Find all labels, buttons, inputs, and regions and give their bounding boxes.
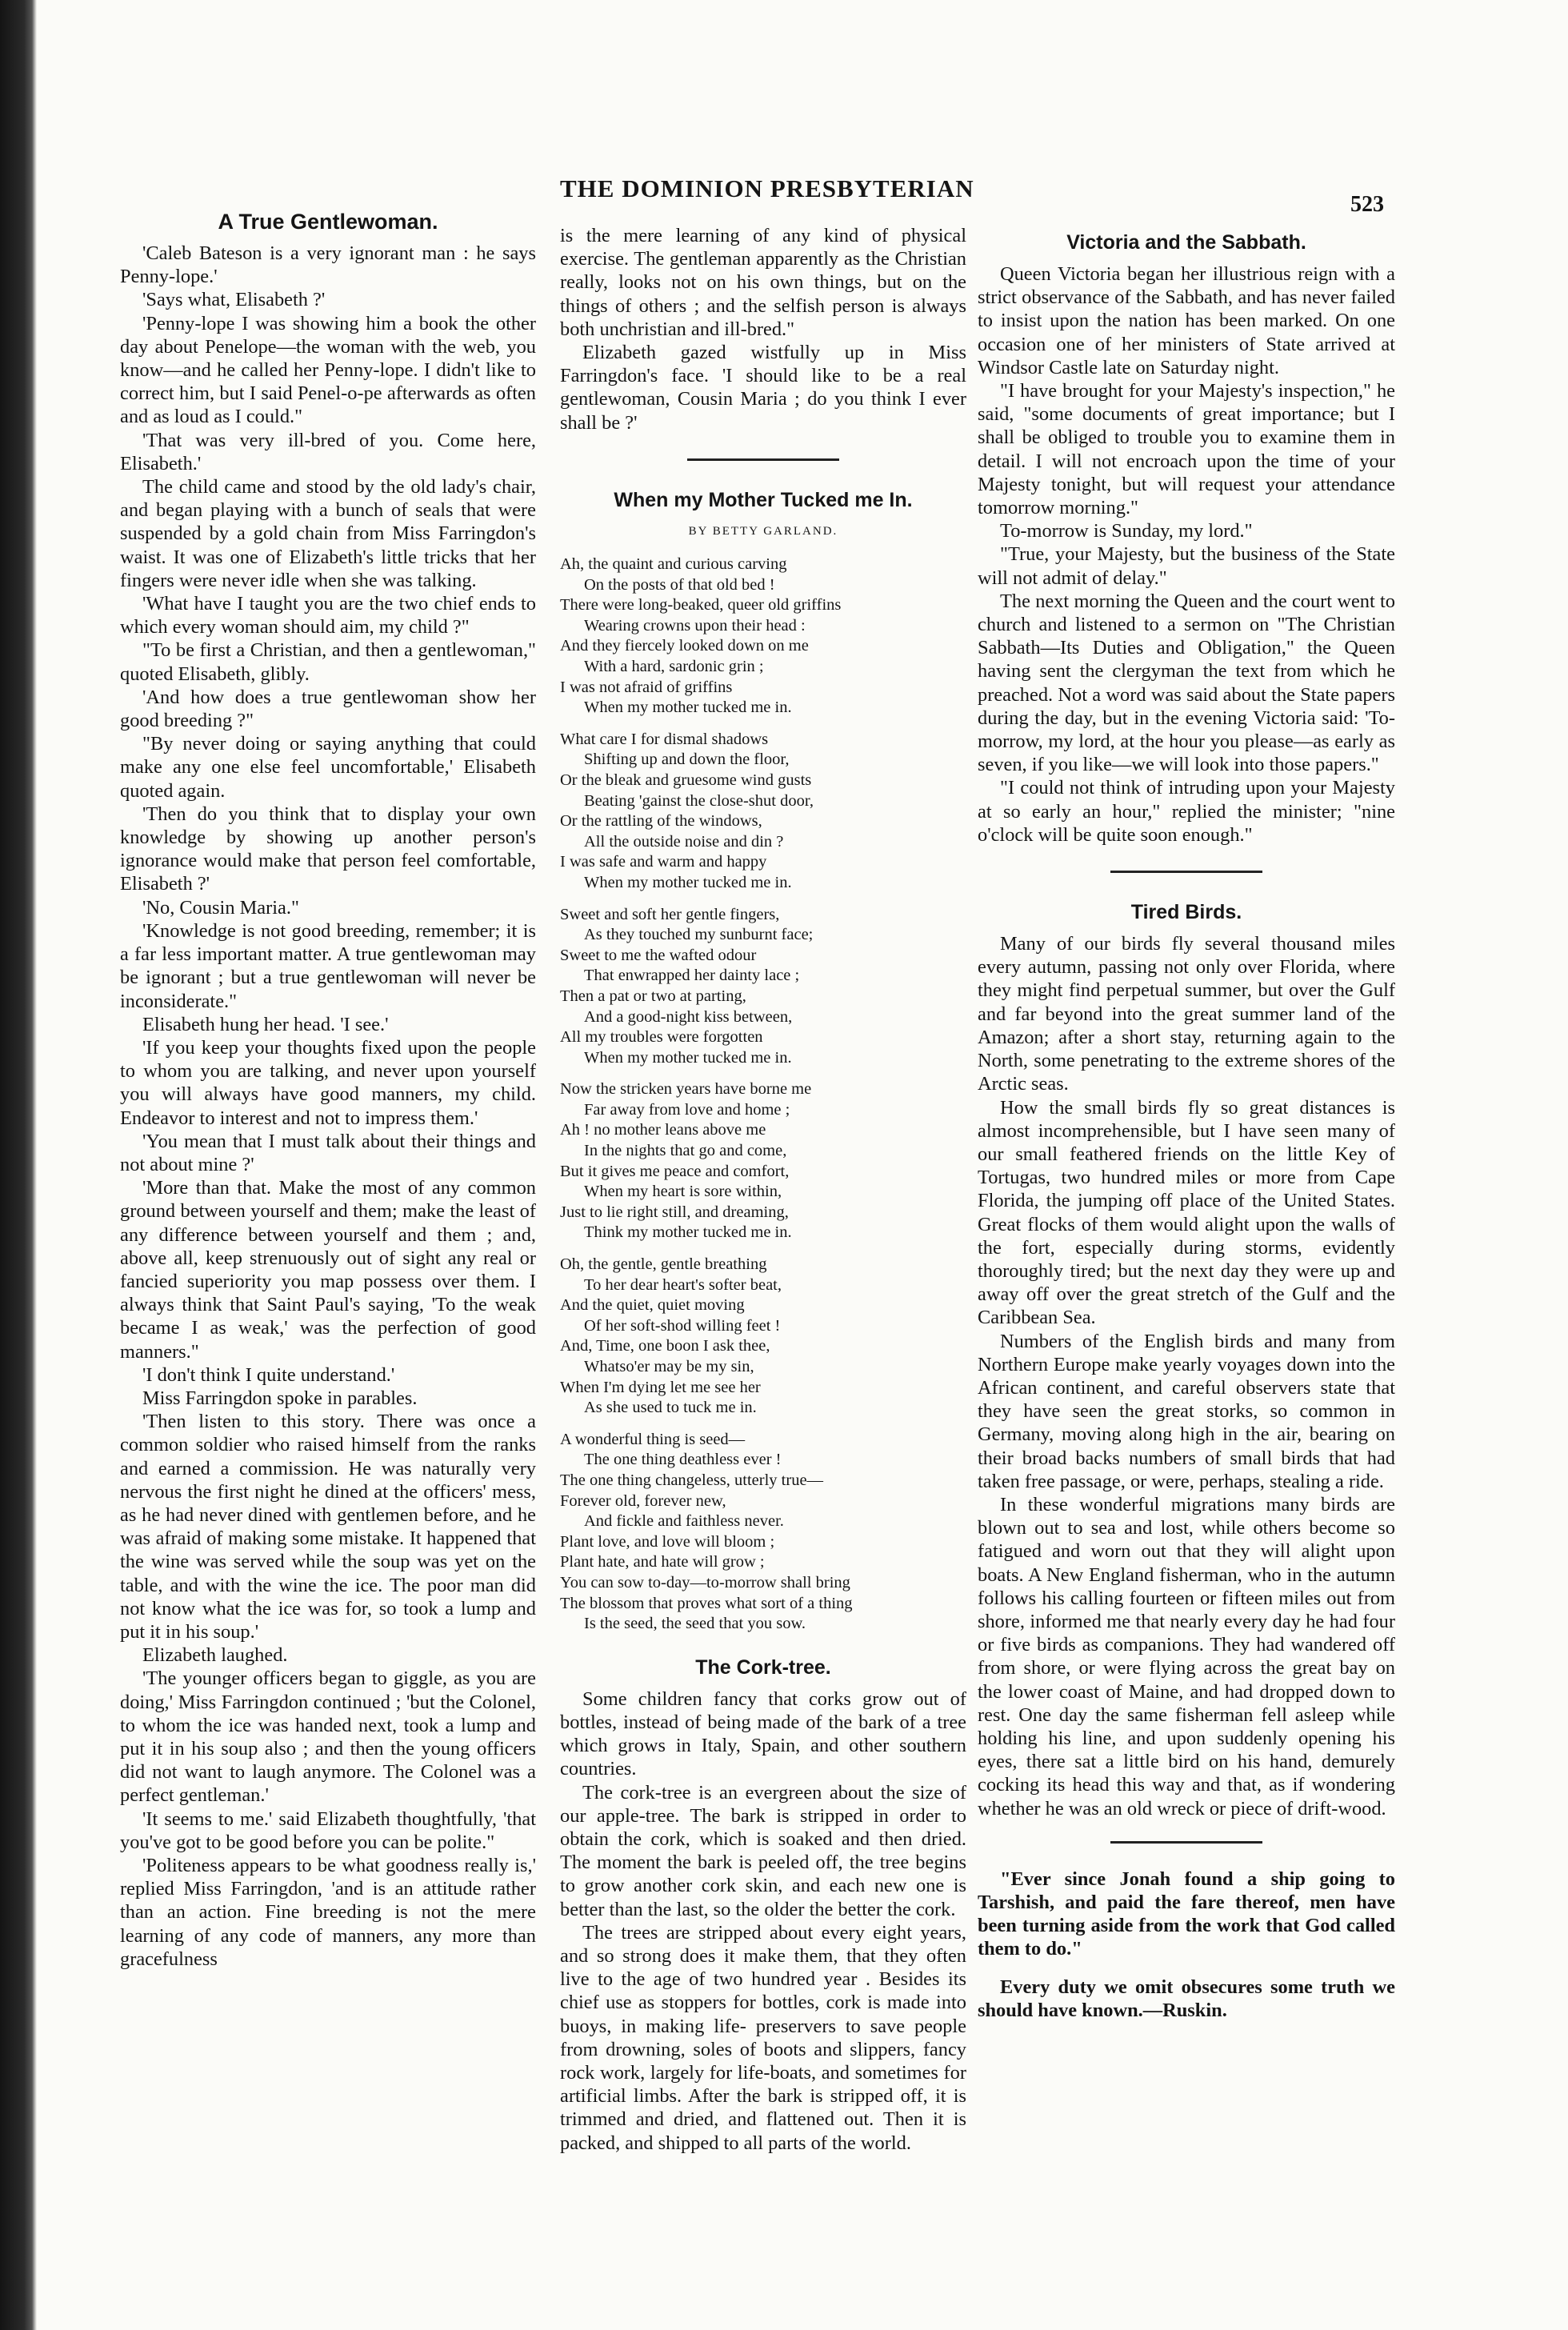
article-body-gentlewoman (120, 242, 536, 1971)
poem-line: On the posts of that old bed ! (584, 575, 775, 594)
newspaper-title: THE DOMINION PRESBYTERIAN (560, 174, 974, 202)
paragraph: 'The younger officers began to giggle, as you are doing,' Miss Farringdon continued ; 'but the Colonel, to whom the ice was handed next, took a lump and put it in his soup also ; and then the young officers did not want to laugh anymore. The Colonel was a perfect gentleman.' (120, 1667, 536, 1807)
poem-line: And they fiercely looked down on me (560, 637, 809, 655)
paragraph: 'And how does a true gentlewoman show her good breeding ?" (120, 686, 536, 732)
paragraph: 'Then do you think that to display your own knowledge by showing up another person's ignorance would make that person feel comfortable, Elisabeth ?' (120, 803, 536, 895)
paragraph: Elizabeth gazed wistfully up in Miss Farringdon's face. 'I should like to be a real gentlewoman, Cousin Maria ; do you think I ever shall be ?' (560, 342, 966, 434)
paragraph: To-morrow is Sunday, my lord." (1000, 520, 1253, 542)
page-number: 523 (1350, 192, 1384, 217)
poem-line: I was not afraid of griffins (560, 678, 733, 696)
poem-line: I was safe and warm and happy (560, 853, 767, 871)
paragraph: 'No, Cousin Maria." (142, 896, 299, 919)
column-3 (978, 230, 1395, 2022)
poem-line: Wearing crowns upon their head : (584, 616, 806, 635)
paragraph: 'You mean that I must talk about their things and not about mine ?' (120, 1130, 536, 1175)
poem-line: Beating 'gainst the close-shut door, (584, 791, 814, 810)
paragraph: 'That was very ill-bred of you. Come here, Elisabeth.' (120, 429, 536, 474)
poem-stanza (560, 905, 966, 1069)
paragraph: Miss Farringdon spoke in parables. (142, 1387, 418, 1409)
paragraph: "I have brought for your Majesty's inspection," he said, "some documents of great importance; but I shall be obliged to trouble you to examine them in detail. I will not encroach upon the time of your Majesty tonight, but will request your attendance tomorrow morning." (978, 380, 1395, 519)
poem-line: Forever old, forever new, (560, 1491, 726, 1510)
paragraph: 'Caleb Bateson is a very ignorant man : he says Penny-lope.' (120, 242, 536, 288)
paragraph: 'What have I taught you are the two chief ends to which every woman should aim, my child ?" (120, 593, 536, 639)
poem-line: When my mother tucked me in. (584, 873, 792, 891)
paragraph: 'If you keep your thoughts fixed upon the people to whom you are talking, and never upon yourself you will always have good manners, my child. Endeavor to interest and not to impress them.' (120, 1036, 536, 1129)
section-divider (687, 458, 839, 461)
paragraph: 'Penny-lope I was showing him a book the other day about Penelope—the woman with the web, you know—and he called her Penny-lope. I didn't like to correct him, but I said Penel-o-pe afterwards as often and as loud as I could." (120, 312, 536, 428)
article-title-victoria: Victoria and the Sabbath. (1066, 231, 1306, 254)
poem-line: Just to lie right still, and dreaming, (560, 1203, 789, 1221)
poem-line: As they touched my sunburnt face; (584, 926, 814, 944)
paragraph: The child came and stood by the old lady's chair, and began playing with a bunch of seals that were suspended by a gold chain from Miss Farringdon's waist. It was one of Elizabeth's little tricks that her fingers were never idle when she was talking. (120, 476, 536, 591)
poem-line: Whatso'er may be my sin, (584, 1358, 754, 1375)
poem-line: You can sow to-day—to-morrow shall bring (560, 1573, 850, 1591)
poem-line: When my mother tucked me in. (584, 699, 792, 717)
article-title-cork-tree: The Cork-tree. (695, 1655, 831, 1679)
paragraph: Many of our birds fly several thousand miles every autumn, passing not only over Florida, where they might find perpetual summer, but over the Gulf and far beyond into the great summer land of the Amazon; after a short stay, returning again to the North, some penetrating to the extreme shores of the Arctic seas. (978, 933, 1395, 1095)
poem-line: Then a pat or two at parting, (560, 987, 746, 1005)
poem-line: Is the seed, the seed that you sow. (584, 1615, 806, 1633)
poem-line: But it gives me peace and comfort, (560, 1162, 790, 1180)
paragraph: "By never doing or saying anything that could make any one else feel uncomfortable,' Elisabeth quoted again. (120, 733, 536, 802)
poem-line: When I'm dying let me see her (560, 1378, 761, 1396)
paragraph: Elisabeth hung her head. 'I see.' (142, 1013, 389, 1035)
poem-line: Sweet to me the wafted odour (560, 946, 757, 964)
poem-line: There were long-beaked, queer old griffins (560, 596, 842, 615)
paragraph: 'Politeness appears to be what goodness really is,' replied Miss Farringdon, 'and is an attitude rather than an action. Fine breeding is not the mere learning of any code of manners, any more than gracefulness (120, 1855, 536, 1970)
poem-line: Or the bleak and gruesome wind gusts (560, 771, 812, 789)
poem-line: As she used to tuck me in. (584, 1399, 757, 1417)
poem-stanza (560, 1255, 966, 1419)
paragraph: 'Then listen to this story. There was once a common soldier who raised himself from the ranks and earned a commission. He was naturally very nervous the first night he dined at the officers' mess, as he had never dined with gentlemen before, and he was afraid of making some mistake. It happened that the wine was served while the soup was yet on the table, and with the wine the ice. The poor man did not know what the ice was for, so took a lump and put it in his soup.' (120, 1411, 536, 1643)
paragraph: 'I don't think I quite understand.' (142, 1363, 395, 1386)
paragraph: Elizabeth laughed. (142, 1644, 288, 1667)
section-divider (1110, 1841, 1262, 1844)
article-title-gentlewoman: A True Gentlewoman. (218, 210, 438, 234)
poem-line: To her dear heart's softer beat, (584, 1275, 782, 1294)
article-continuation-gentlewoman (560, 224, 966, 434)
paragraph: "True, your Majesty, but the business of the State will not admit of delay." (978, 543, 1395, 589)
poem-line: In the nights that go and come, (584, 1142, 787, 1160)
poem-line: And, Time, one boon I ask thee, (560, 1337, 770, 1355)
paragraph: "I could not think of intruding upon your Majesty at so early an hour," replied the minister; "nine o'clock will be quite soon enough." (978, 777, 1395, 846)
article-body-tired-birds (978, 932, 1395, 1820)
paragraph: How the small birds fly so great distances is almost incomprehensible, but I have seen many of our small feathered friends on the little Key of Tortugas, two hundred miles or more from Cape Florida, the jumping off place of the United States. Great flocks of them would alight upon the walls of the fort, especially during storms, evidently thoroughly tired; but the next day they were up and away off over the great stretch of the Gulf and the Caribbean Sea. (978, 1096, 1395, 1329)
poem-line: And the quiet, quiet moving (560, 1296, 745, 1315)
poem-byline: BY BETTY GARLAND. (688, 524, 838, 538)
paragraph: Queen Victoria began her illustrious reign with a strict observance of the Sabbath, and has never failed to insist upon the nation has been marked. On one occasion one of her ministers of State arrived at Windsor Castle late on Saturday night. (978, 263, 1395, 378)
poem-line: Think my mother tucked me in. (584, 1223, 792, 1242)
poem-line: What care I for dismal shadows (560, 730, 769, 748)
poem-line: That enwrapped her dainty lace ; (584, 967, 800, 985)
paragraph: 'More than that. Make the most of any common ground between yourself and them; make the least of any difference between yourself and them ; and, above all, keep strenuously out of sight any real or fancied superiority you map possess over them. I always think that Saint Paul's saying, 'To the weak became I as weak,' was the perfection of good manners." (120, 1177, 536, 1363)
poem-line: A wonderful thing is seed— (560, 1430, 746, 1448)
poem-line: All my troubles were forgotten (560, 1028, 763, 1047)
poem-line: Or the rattling of the windows, (560, 812, 762, 831)
paragraph: 'It seems to me.' said Elizabeth thoughtfully, 'that you've got to be good before you can be polite." (120, 1808, 536, 1853)
paragraph: The trees are stripped about every eight years, and so strong does it make them, that they often live to the age of two hundred year . Besides its chief use as stoppers for bottles, cork is made into buoys, in making life- preservers to save people from drowning, soles of boots and slippers, fancy rock work, largely for life-boats, and sometimes for artificial limbs. After the bark is stripped off, it is trimmed and dried, and flattened out. Then it is packed, and shipped to all parts of the world. (560, 1921, 966, 2154)
poem-line: The one thing deathless ever ! (584, 1451, 782, 1469)
paragraph: Some children fancy that corks grow out of bottles, instead of being made of the bark of a tree which grows in Italy, Spain, and other southern countries. (560, 1687, 966, 1780)
column-1 (120, 210, 536, 1971)
poem-line: Of her soft-shod willing feet ! (584, 1316, 781, 1335)
poem-line: Oh, the gentle, gentle breathing (560, 1255, 767, 1274)
poem-line: When my heart is sore within, (584, 1183, 782, 1201)
quote-ruskin: Every duty we omit obsecures some truth we should have known.—Ruskin. (978, 1976, 1395, 2021)
paragraph: "To be first a Christian, and then a gentlewoman," quoted Elisabeth, glibly. (120, 639, 536, 685)
poem-line: With a hard, sardonic grin ; (584, 658, 764, 675)
poem-line: Shifting up and down the floor, (584, 751, 790, 769)
poem-line: And a good-night kiss between, (584, 1007, 793, 1026)
poem-stanza (560, 1430, 966, 1635)
quote-block (978, 1868, 1395, 2022)
paragraph: is the mere learning of any kind of physical exercise. The gentleman apparently as the Christian really, looks not on his own things, but on the things of others ; and the selfish person is always both unchristian and ill-bred." (560, 225, 966, 340)
article-body-victoria (978, 262, 1395, 847)
section-divider (1110, 871, 1262, 873)
article-body-cork-tree (560, 1687, 966, 2155)
poem-line: Now the stricken years have borne me (560, 1080, 812, 1099)
poem-line: The one thing changeless, utterly true— (560, 1471, 824, 1489)
poem-line: Plant hate, and hate will grow ; (560, 1553, 765, 1571)
poem-stanza (560, 1079, 966, 1243)
poem-stanza (560, 554, 966, 719)
poem-line: And fickle and faithless never. (584, 1512, 784, 1531)
paragraph: The cork-tree is an evergreen about the size of our apple-tree. The bark is stripped in order to obtain the cork, which is soaked and then dried. The moment the bark is peeled off, the tree begins to grow another cork skin, and each new one is better than the last, so the older the better the cork. (560, 1781, 966, 1920)
poem-body (560, 554, 966, 1635)
running-header (0, 174, 1568, 217)
page-binding-edge (0, 0, 37, 2330)
poem-line: The blossom that proves what sort of a thing (560, 1594, 853, 1612)
poem-line: Ah ! no mother leans above me (560, 1121, 766, 1139)
quote-jonah: "Ever since Jonah found a ship going to Tarshish, and paid the fare thereof, men have been turning aside from the work that God called them to do." (978, 1868, 1395, 1960)
poem-stanza (560, 730, 966, 894)
paragraph: 'Knowledge is not good breeding, remember; it is a far less important matter. A true gentlewoman may be ignorant ; but a true gentlewoman will never be inconsiderate." (120, 919, 536, 1012)
poem-line: Sweet and soft her gentle fingers, (560, 905, 780, 923)
poem-line: Plant love, and love will bloom ; (560, 1532, 775, 1551)
poem-line: Far away from love and home ; (584, 1100, 790, 1119)
article-title-tired-birds: Tired Birds. (1130, 901, 1242, 924)
paragraph: In these wonderful migrations many birds are blown out to sea and lost, while others become so fatigued and worn out that they will alight upon boats. A New England fisherman, who in the autumn follows his calling fourteen or fifteen miles out from shore, informed me that nearly every day he had four or five birds as companions. They had wandered off from shore, or were flying across the great bay on the lower coast of Maine, and had dropped down to rest. One day the same fisherman fell asleep while holding his line, and upon suddenly opening his eyes, there sat a little bird on his hand, demurely cocking its head this way and that, as if wondering whether he was an old wreck or piece of drift-wood. (978, 1493, 1395, 1820)
paragraph: Numbers of the English birds and many from Northern Europe make yearly voyages down into the African continent, and careful observers state that they have seen the great storks, so common in Germany, moving along high in the air, bearing on their broad backs numbers of small birds that had taken free passage, or were, perhaps, stealing a ride. (978, 1330, 1395, 1492)
paragraph: 'Says what, Elisabeth ?' (142, 289, 326, 311)
poem-line: All the outside noise and din ? (584, 832, 784, 851)
poem-title: When my Mother Tucked me In. (614, 488, 913, 511)
column-2 (560, 224, 966, 2155)
poem-line: Ah, the quaint and curious carving (560, 555, 787, 574)
poem-line: When my mother tucked me in. (584, 1048, 792, 1067)
paragraph: The next morning the Queen and the court went to church and listened to a sermon on "The Christian Sabbath—Its Duties and Obligation," the Queen having sent the clergyman the text from which he preached. Not a word was said about the State papers during the day, but in the evening Victoria said: 'To-morrow, my lord, at the hour you please—as early as seven, if you like—we will look into those papers." (978, 590, 1395, 776)
